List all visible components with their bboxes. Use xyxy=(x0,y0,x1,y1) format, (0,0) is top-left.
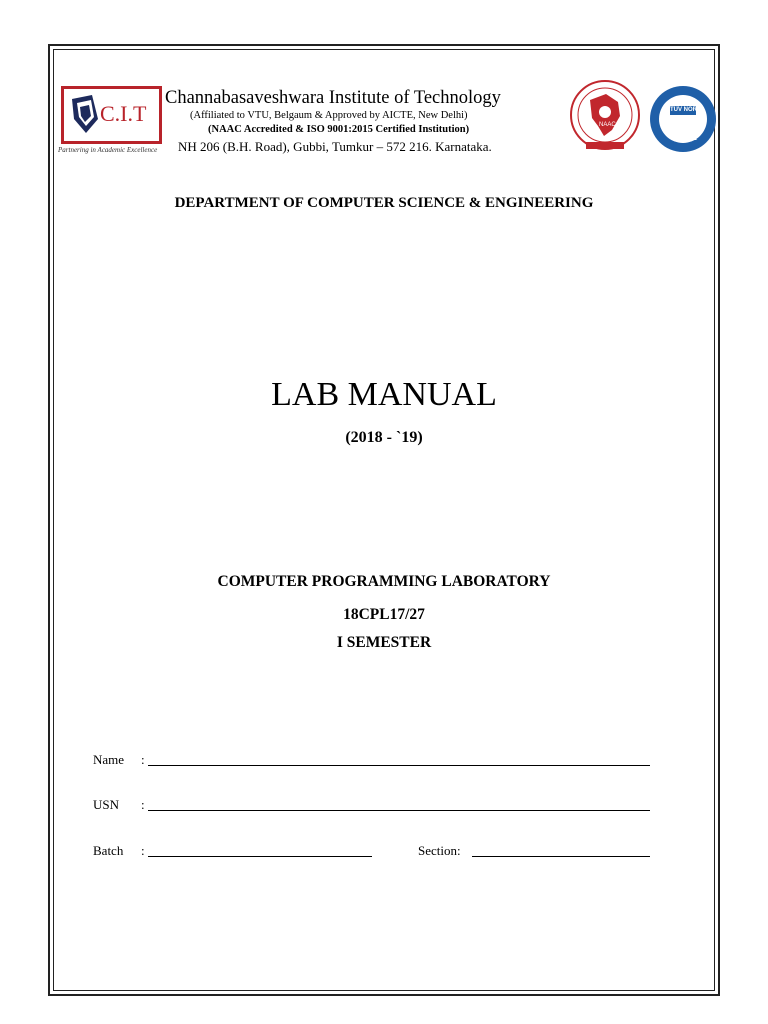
name-label: Name xyxy=(93,752,125,767)
usn-colon: : xyxy=(141,797,145,812)
tuv-nord-logo xyxy=(648,84,718,154)
batch-colon: : xyxy=(141,843,145,858)
naac-badge-text: NAAC xyxy=(599,122,616,128)
naac-seal-logo xyxy=(566,78,644,156)
usn-blank-line[interactable] xyxy=(148,810,650,811)
naac-seal-icon xyxy=(566,78,644,156)
tuv-seal-icon xyxy=(648,84,718,154)
institute-address: NH 206 (B.H. Road), Gubbi, Tumkur – 572 216. Karnataka. xyxy=(178,139,492,154)
affiliation-text: (Affiliated to VTU, Belgaum & Approved by AICTE, New Delhi) xyxy=(190,110,468,121)
name-blank-line[interactable] xyxy=(148,765,650,766)
name-colon: : xyxy=(141,752,145,767)
department-heading: DEPARTMENT OF COMPUTER SCIENCE & ENGINEERING xyxy=(174,195,594,211)
section-blank-line[interactable] xyxy=(472,856,650,857)
institute-name: Channabasaveshwara Institute of Technology xyxy=(165,88,501,108)
course-code: 18CPL17/27 xyxy=(343,606,425,623)
page-border-inner xyxy=(53,49,715,991)
batch-blank-line[interactable] xyxy=(148,856,372,857)
cit-logo xyxy=(61,86,162,144)
subject-name: COMPUTER PROGRAMMING LABORATORY xyxy=(217,573,551,590)
batch-label: Batch xyxy=(93,843,124,858)
document-title: LAB MANUAL xyxy=(271,376,497,413)
tuv-badge-text: TÜV NORD xyxy=(670,107,702,113)
section-label: Section: xyxy=(418,843,461,858)
usn-label: USN xyxy=(93,797,120,812)
cit-logo-text: C.I.T xyxy=(100,101,147,126)
cit-tagline: Partnering in Academic Excellence xyxy=(58,146,158,154)
iso-badge-text: ISO 9001 xyxy=(672,136,698,142)
semester: I SEMESTER xyxy=(336,634,432,651)
accreditation-text: (NAAC Accredited & ISO 9001:2015 Certified Institution) xyxy=(208,124,470,135)
academic-year: (2018 - `19) xyxy=(345,429,423,446)
